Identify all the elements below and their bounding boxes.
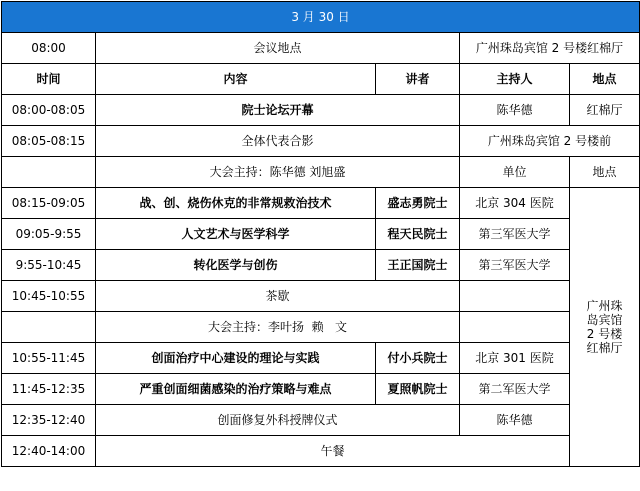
header-host: 主持人 xyxy=(460,64,570,95)
talk-title: 严重创面细菌感染的治疗策略与难点 xyxy=(96,374,376,405)
session1-place-header: 地点 xyxy=(570,157,640,188)
venue-label: 会议地点 xyxy=(96,33,460,64)
header-speaker: 讲者 xyxy=(376,64,460,95)
session1-time-empty xyxy=(2,157,96,188)
talk-unit: 北京 301 医院 xyxy=(460,343,570,374)
session2-host: 大会主持：李叶扬 赖 文 xyxy=(96,312,460,343)
talk-title: 人文艺术与医学科学 xyxy=(96,219,376,250)
venue-time: 08:00 xyxy=(2,33,96,64)
session2-row xyxy=(2,312,640,343)
talk-speaker: 付小兵院士 xyxy=(376,343,460,374)
lunch-row xyxy=(2,436,640,467)
date-title-row xyxy=(2,2,640,33)
talk-title: 转化医学与创伤 xyxy=(96,250,376,281)
talk-title: 战、创、烧伤休克的非常规救治技术 xyxy=(96,188,376,219)
talk-row xyxy=(2,188,640,219)
session1-host: 大会主持：陈华德 刘旭盛 xyxy=(96,157,460,188)
talk-unit: 第三军医大学 xyxy=(460,250,570,281)
photo-row xyxy=(2,126,640,157)
tea-break-empty xyxy=(460,281,570,312)
venue-row xyxy=(2,33,640,64)
ceremony-host: 陈华德 xyxy=(460,405,570,436)
talk-row xyxy=(2,374,640,405)
talk-title: 创面治疗中心建设的理论与实践 xyxy=(96,343,376,374)
venue-line: 岛宾馆 xyxy=(586,313,623,327)
opening-row xyxy=(2,95,640,126)
session1-row xyxy=(2,157,640,188)
venue-line: 2 号楼 xyxy=(586,327,623,341)
opening-place: 红棉厅 xyxy=(570,95,640,126)
lunch-label: 午餐 xyxy=(96,436,570,467)
photo-time: 08:05-08:15 xyxy=(2,126,96,157)
talk-speaker: 王正国院士 xyxy=(376,250,460,281)
talk-speaker: 夏照帆院士 xyxy=(376,374,460,405)
talk-unit: 第三军医大学 xyxy=(460,219,570,250)
talk-row xyxy=(2,219,640,250)
talk-unit: 北京 304 医院 xyxy=(460,188,570,219)
session1-unit-header: 单位 xyxy=(460,157,570,188)
ceremony-label: 创面修复外科授牌仪式 xyxy=(96,405,460,436)
venue-merged xyxy=(570,188,640,467)
ceremony-time: 12:35-12:40 xyxy=(2,405,96,436)
talk-time: 11:45-12:35 xyxy=(2,374,96,405)
session2-time-empty xyxy=(2,312,96,343)
venue-value: 广州珠岛宾馆 2 号楼红棉厅 xyxy=(460,33,640,64)
date-title: 3 月 30 日 xyxy=(2,2,640,33)
lunch-time: 12:40-14:00 xyxy=(2,436,96,467)
tea-break-row xyxy=(2,281,640,312)
talk-time: 10:55-11:45 xyxy=(2,343,96,374)
photo-place: 广州珠岛宾馆 2 号楼前 xyxy=(460,126,640,157)
talk-row xyxy=(2,343,640,374)
schedule-table xyxy=(1,1,640,467)
talk-time: 9:55-10:45 xyxy=(2,250,96,281)
talk-speaker: 盛志勇院士 xyxy=(376,188,460,219)
opening-time: 08:00-08:05 xyxy=(2,95,96,126)
header-row xyxy=(2,64,640,95)
talk-row xyxy=(2,250,640,281)
header-time: 时间 xyxy=(2,64,96,95)
venue-line: 广州珠 xyxy=(586,299,623,313)
talk-speaker: 程天民院士 xyxy=(376,219,460,250)
talk-time: 08:15-09:05 xyxy=(2,188,96,219)
opening-content: 院士论坛开幕 xyxy=(96,95,460,126)
talk-unit: 第二军医大学 xyxy=(460,374,570,405)
opening-host: 陈华德 xyxy=(460,95,570,126)
talk-time: 09:05-9:55 xyxy=(2,219,96,250)
session2-empty xyxy=(460,312,570,343)
tea-break-time: 10:45-10:55 xyxy=(2,281,96,312)
ceremony-row xyxy=(2,405,640,436)
tea-break-label: 茶歇 xyxy=(96,281,460,312)
venue-line: 红棉厅 xyxy=(586,341,623,355)
photo-content: 全体代表合影 xyxy=(96,126,460,157)
header-place: 地点 xyxy=(570,64,640,95)
header-content: 内容 xyxy=(96,64,376,95)
